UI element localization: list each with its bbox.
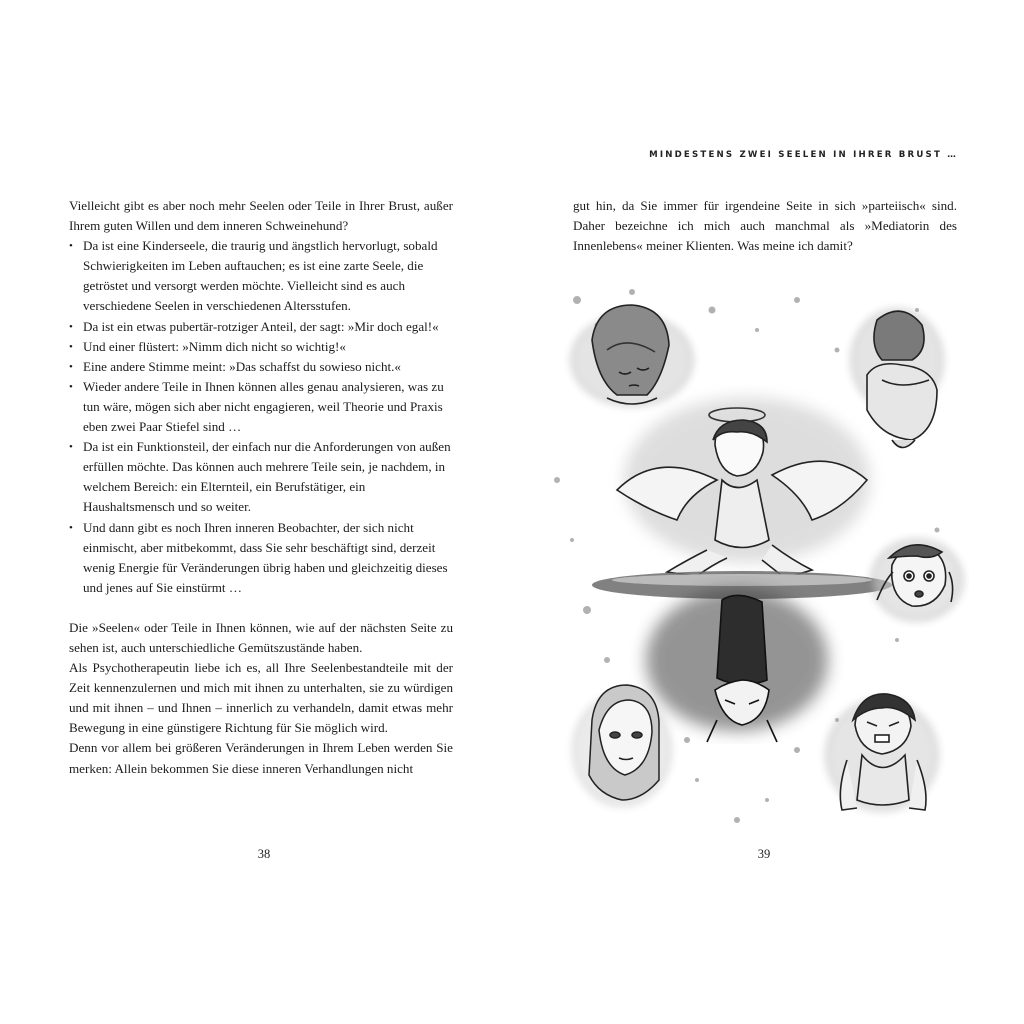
list-item: • Da ist ein Funktionsteil, der einfach nur die Anforderungen von außen erfüllen möchte. Das können auch mehrere Teile sein, je nachdem, in welchem Bereich: ein Elternteil, ein Berufstätiger, ein Haushaltsmensch und so weiter. [69,437,453,517]
right-page [512,0,1024,1024]
body-paragraph: Denn vor allem bei größeren Veränderungen in Ihrem Leben werden Sie merken: Allein bekommen Sie diese inneren Verhandlungen nicht [69,740,453,776]
intro-paragraph: Vielleicht gibt es aber noch mehr Seelen oder Teile in Ihrer Brust, außer Ihrem guten Willen und dem inneren Schweinehund? [69,198,453,234]
page-number: 38 [257,847,271,861]
list-item: • Wieder andere Teile in Ihnen können alles genau analysieren, was zu tun wäre, mögen sich aber nicht engagieren, weil Theorie und Praxis eben zwei Paar Stiefel sind … [69,377,453,437]
list-item: • Da ist ein etwas pubertär-rotziger Anteil, der sagt: »Mir doch egal!« [69,317,453,337]
frightened-boy-figure [872,540,962,620]
left-page-text [69,196,453,779]
body-paragraph: gut hin, da Sie immer für irgendeine Seite in sich »parteiisch« sind. Daher bezeichne ich mich auch manchmal als »Mediatorin des Innenlebens« meiner Klienten. Was meine ich damit? [573,198,957,254]
ink-drawing-of-inner-soul-parts-icon [537,280,969,840]
page-number: 39 [757,847,771,861]
angry-crouching-boy-figure [827,694,937,810]
list-item: • Und dann gibt es noch Ihren inneren Beobachter, der sich nicht einmischt, aber mitbekommt, dass Sie sehr beschäftigt sind, derzeit wenig Energie für Veränderungen übrig haben und gleichzeitig dieses und jenes auf Sie einstürmt … [69,518,453,598]
right-page-text [573,196,957,256]
list-item: • Und einer flüstert: »Nimm dich nicht so wichtig!« [69,337,453,357]
sad-girl-figure [572,305,692,405]
list-item: • Da ist eine Kinderseele, die traurig und ängstlich hervorlugt, sobald Schwierigkeiten im Leben auftauchen; es ist eine zarte Seele, die getröstet und versorgt werden möchte. Vielleicht sind es auch verschiedene Seelen in verschiedenen Altersstufen. [69,236,453,316]
angel-with-halo-figure [617,400,867,578]
running-head: MINDESTENS ZWEI SEELEN IN IHRER BRUST … [649,150,958,160]
calm-girl-face-figure [574,685,670,805]
hugging-knees-child-figure [852,310,942,448]
body-paragraph: Die »Seelen« oder Teile in Ihnen können, wie auf der nächsten Seite zu sehen ist, auch unterschiedliche Gemütszustände haben. [69,619,453,655]
list-item: • Eine andere Stimme meint: »Das schaffst du sowieso nicht.« [69,357,453,377]
shadow-devil-reflection-figure [647,590,827,742]
soul-parts-list [69,236,453,598]
body-paragraph: Als Psychotherapeutin liebe ich es, all Ihre Seelenbestandteile mit der Zeit kennenzulernen und mich mit ihnen zu unterhalten, sie zu würdigen und mit ihnen – und Ihnen – innerlich zu verhandeln, damit etwas mehr Bewegung in eine günstigere Richtung für Sie möglich wird. [69,660,453,736]
